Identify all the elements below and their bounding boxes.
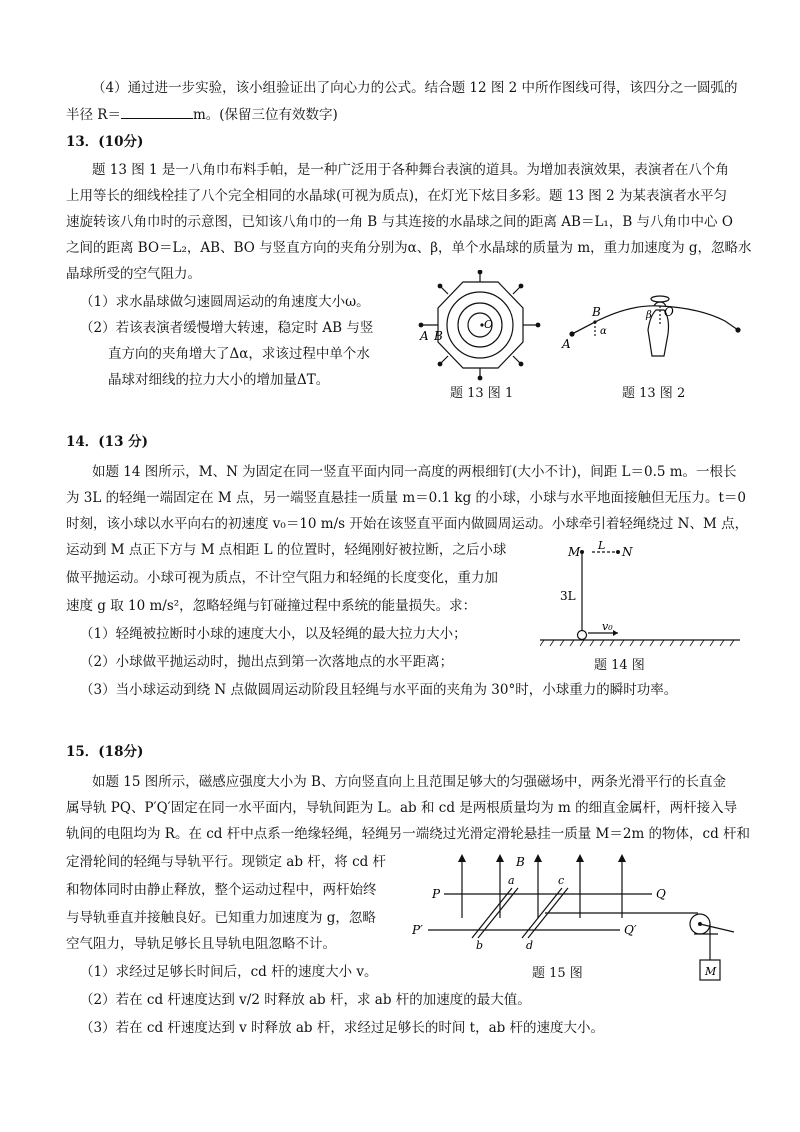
fig15-label-d: d (526, 939, 534, 952)
q15-para-line3: 轨间的电阻均为 R。在 cd 杆中点系一绝缘轻绳，轻绳另一端绕过光滑定滑轮悬挂一质量 M＝2m 的物体，cd 杆和 (66, 826, 751, 842)
q13-para-line2: 上用等长的细线栓挂了八个完全相同的水晶球(可视为质点)，在灯光下炫目多彩。题 13 图 2 为某表演者水平匀 (66, 188, 727, 204)
fig15-label-a: a (508, 874, 515, 887)
fig14-label-l: L (598, 540, 606, 552)
q13-sub2-line3: 晶球对细线的拉力大小的增加量ΔT。 (108, 372, 330, 388)
q13-fig2-caption: 题 13 图 2 (622, 386, 686, 401)
q13-fig1-caption: 题 13 图 1 (450, 386, 514, 401)
q12-part4-line1: （4）通过进一步实验，该小组验证出了向心力的公式。结合题 12 图 2 中所作图线可得，该四分之一圆弧的 (92, 80, 738, 96)
q13-sub2-line2: 直方向的夹角增大了Δα，求该过程中单个水 (108, 346, 370, 362)
fig15-label-p2: P′ (412, 923, 423, 937)
fig1-label-a: A (420, 329, 429, 343)
fig2-label-beta: β (646, 310, 652, 321)
q15-para-line5: 和物体同时由静止释放，整个运动过程中，两杆始终 (66, 882, 377, 898)
fig15-label-p: P (432, 887, 441, 901)
q15-sub2: （2）若在 cd 杆速度达到 v/2 时释放 ab 杆，求 ab 杆的加速度的最大值。 (80, 992, 531, 1008)
q14-para-line1: 如题 14 图所示，M、N 为固定在同一竖直平面内同一高度的两根细钉(大小不计)，间距 L＝0.5 m。一根长 (92, 464, 737, 480)
q15-para-line2: 属导轨 PQ、P′Q′固定在同一水平面内，导轨间距为 L。ab 和 cd 是两根质量均为 m 的细直金属杆，两杆接入导 (66, 800, 738, 816)
fig2-label-b: B (592, 305, 601, 319)
fig2-label-alpha: α (600, 326, 607, 337)
q15-sub3: （3）若在 cd 杆速度达到 v 时释放 ab 杆，求经过足够长的时间 t，ab 杆的速度大小。 (80, 1020, 605, 1036)
q13-para-line5: 晶球所受的空气阻力。 (66, 266, 201, 282)
fig15-label-c: c (558, 874, 565, 887)
q12-radius-label: 半径 R＝ (66, 107, 121, 123)
q13-para-line3: 速旋转该八角巾时的示意图，已知该八角巾的一角 B 与其连接的水晶球之间的距离 AB＝L₁，B 与八角巾中心 O (66, 214, 733, 230)
q14-figure (540, 540, 745, 652)
ball (578, 631, 587, 640)
fig14-label-3l: 3L (560, 589, 576, 603)
q14-fig-caption: 题 14 图 (594, 658, 645, 673)
q13-figure1 (418, 270, 543, 382)
q14-sub2: （2）小球做平抛运动时，抛出点到第一次落地点的水平距离； (80, 654, 454, 670)
q15-para-line6: 与导轨垂直并接触良好。已知重力加速度为 g，忽略 (66, 910, 376, 926)
q15-heading: 15．(18分) (66, 744, 144, 760)
q14-sub3: （3）当小球运动到绕 N 点做圆周运动阶段且轻绳与水平面的夹角为 30°时，小球重力的瞬时功率。 (80, 682, 678, 698)
q14-para-line5: 做平抛运动。小球可视为质点，不计空气阻力和轻绳的长度变化，重力加 (66, 570, 498, 586)
q14-sub1: （1）轻绳被拉断时小球的速度大小，以及轻绳的最大拉力大小； (80, 626, 467, 642)
q13-figure2 (560, 286, 750, 382)
fig15-label-b: b (476, 939, 484, 952)
q13-sub1: （1）求水晶球做匀速圆周运动的角速度大小ω。 (80, 294, 370, 310)
fig1-label-o: O (484, 318, 494, 331)
q14-para-line2: 为 3L 的轻绳一端固定在 M 点，另一端竖直悬挂一质量 m＝0.1 kg 的小球，小球与水平地面接触但无压力。t＝0 (66, 490, 747, 506)
fig14-label-m: M (568, 545, 581, 559)
q15-fig-caption: 题 15 图 (532, 966, 583, 981)
fig1-label-b: B (434, 329, 443, 343)
q14-para-line4: 运动到 M 点正下方与 M 点相距 L 的位置时，轻绳刚好被拉断，之后小球 (66, 542, 507, 558)
q12-unit: m。(保留三位有效数字) (192, 107, 338, 123)
fig15-label-q2: Q′ (624, 923, 637, 937)
fig14-label-v0: v₀ (602, 620, 613, 633)
q15-para-line1: 如题 15 图所示，磁感应强度大小为 B、方向竖直向上且范围足够大的匀强磁场中，两条光滑平行的长直金 (92, 774, 726, 790)
fig14-label-n: N (622, 545, 633, 559)
q12-part4-line2 (66, 104, 338, 125)
q15-para-line7: 空气阻力，导轨足够长且导轨电阻忽略不计。 (66, 936, 336, 952)
fig2-label-a: A (562, 337, 571, 351)
fig15-label-q: Q (656, 887, 666, 901)
fig15-label-b-field: B (516, 855, 525, 869)
fig2-label-o: O (664, 305, 674, 319)
q15-para-line4: 定滑轮间的轻绳与导轨平行。现锁定 ab 杆，将 cd 杆 (66, 854, 387, 870)
q13-heading: 13．(10分) (66, 134, 144, 150)
q14-heading: 14．(13 分) (66, 434, 149, 450)
q12-answer-blank[interactable] (121, 104, 193, 119)
q15-sub1: （1）求经过足够长时间后，cd 杆的速度大小 v。 (80, 964, 378, 980)
q13-sub2-line1: （2）若该表演者缓慢增大转速，稳定时 AB 与竖 (80, 320, 374, 336)
q14-para-line6: 速度 g 取 10 m/s²，忽略轻绳与钉碰撞过程中系统的能量损失。求： (66, 598, 477, 614)
fig15-label-m: M (705, 965, 717, 978)
q13-para-line1: 题 13 图 1 是一八角巾布料手帕，是一种广泛用于各种舞台表演的道具。为增加表演效果，表演者在八个角 (92, 162, 729, 178)
q13-para-line4: 之间的距离 BO＝L₂，AB、BO 与竖直方向的夹角分别为α、β，单个水晶球的质量为 m，重力加速度为 g，忽略水 (66, 240, 752, 256)
q14-para-line3: 时刻，该小球以水平向右的初速度 v₀＝10 m/s 开始在该竖直平面内做圆周运动。小球牵引着轻绳绕过 N、M 点， (66, 516, 749, 532)
